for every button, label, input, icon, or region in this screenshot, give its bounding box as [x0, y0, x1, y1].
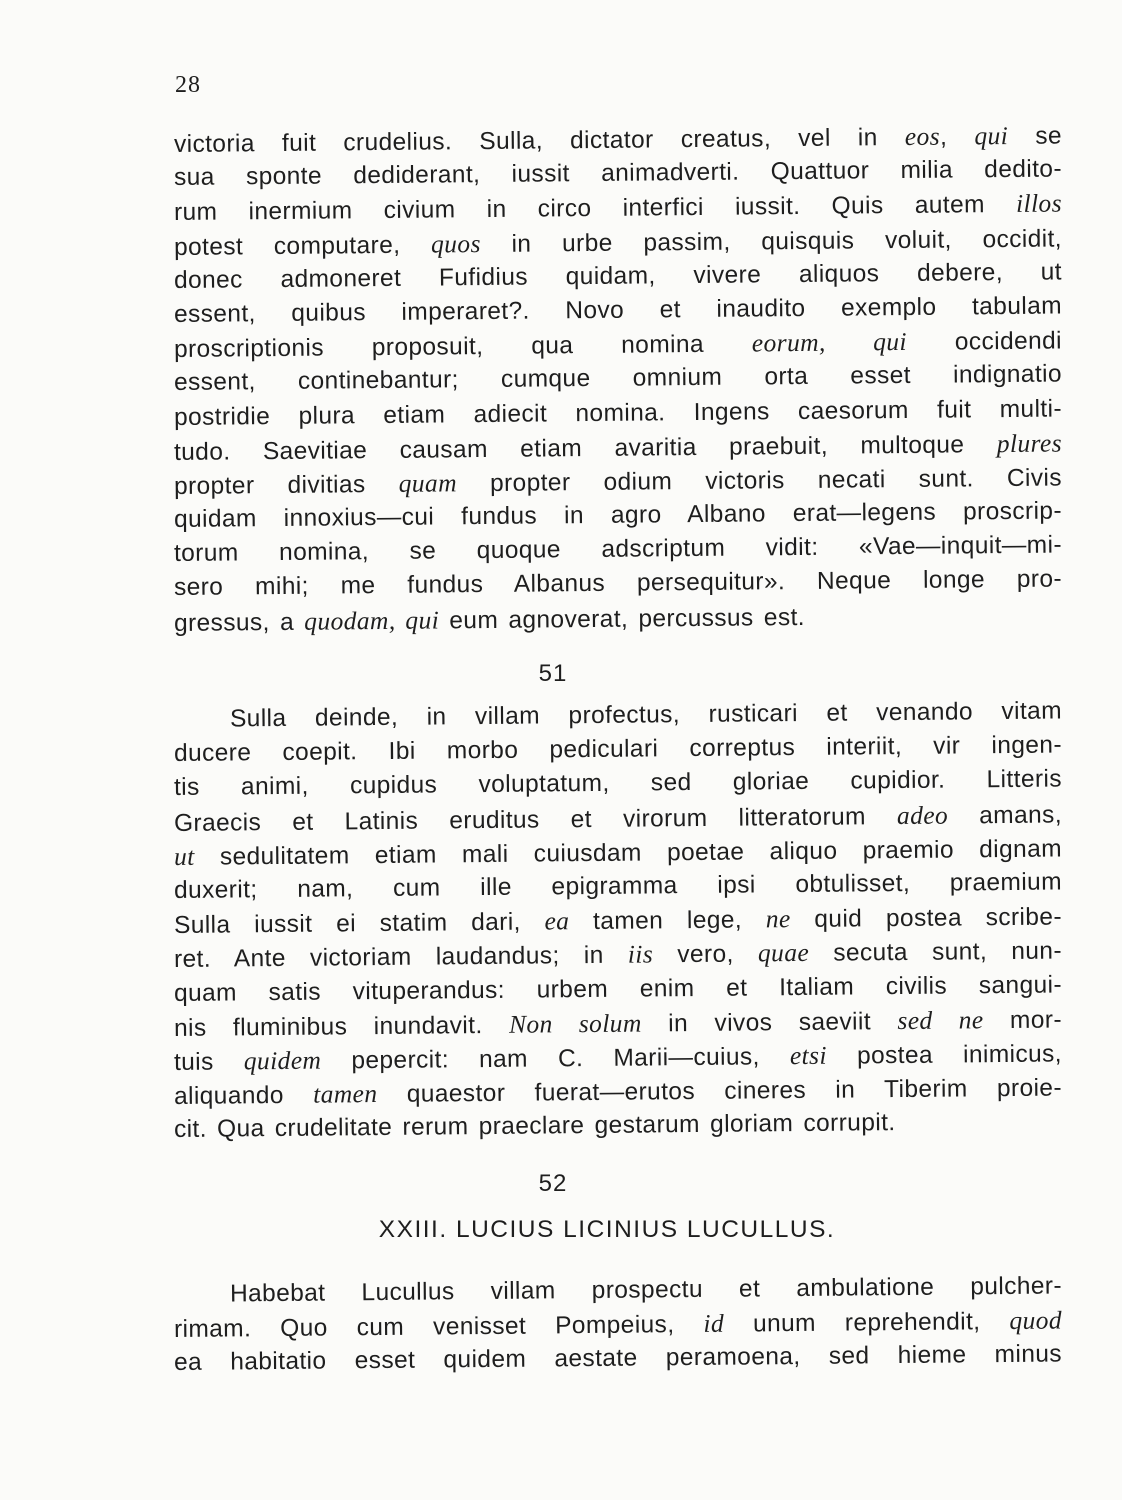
italic-word: ut	[173, 841, 195, 871]
paragraph-section-50	[173, 120, 1063, 640]
text-run: tuis	[173, 1048, 244, 1076]
text-run: essent, quibus imperaret?. Novo et inaudito exemplo tabulam	[173, 292, 1063, 328]
text-run: mor-	[983, 1006, 1063, 1034]
text-run: ducere coepit. Ibi morbo pediculari correptus interiit, vir ingen-	[173, 731, 1063, 768]
text-run: unum reprehendit,	[723, 1308, 1010, 1338]
text-run: postea inimicus,	[826, 1040, 1063, 1070]
paragraph-section-51	[173, 697, 1063, 1147]
italic-word: plures	[996, 428, 1063, 458]
text-run: eum agnoverat, percussus est.	[439, 603, 806, 635]
text-run: quidam innoxius—cui fundus in agro Albano erat—legens proscrip-	[173, 497, 1063, 534]
italic-word: eos	[904, 121, 941, 151]
text-run: Sulla deinde, in villam profectus, rusticari et venando vitam	[229, 697, 1063, 733]
text-run: ret. Ante victoriam laudandus; in	[173, 941, 628, 974]
text-run: sedulitatem etiam mali cuiusdam poetae aliquo praemio dignam	[194, 835, 1063, 871]
text-run: in vivos saeviit	[641, 1007, 898, 1038]
text-run: quid postea scribe-	[790, 903, 1063, 934]
text-run: tamen lege,	[569, 906, 766, 936]
text-run: potest computare,	[173, 231, 432, 261]
text-run: sero mihi; me fundus Albanus persequitur». Neque longe pro-	[173, 565, 1063, 602]
text-run: sua sponte dediderant, iussit animadverti. Quattuor milia dedito-	[173, 155, 1063, 192]
text-run: quam satis vituperandus: urbem enim et Italiam civilis sangui-	[173, 970, 1063, 1007]
text-run: proscriptionis proposuit, qua nomina	[173, 330, 752, 364]
text-run: occidendi	[906, 327, 1063, 357]
chapter-heading: XXIII. LUCIUS LICINIUS LUCULLUS.	[378, 1216, 836, 1243]
text-run: amans,	[948, 801, 1063, 830]
italic-word: quos	[430, 228, 481, 259]
italic-word: ea	[544, 906, 570, 936]
text-run: pepercit: nam C. Marii—cuius,	[321, 1042, 791, 1075]
italic-word: qui	[974, 120, 1009, 151]
text-run: in urbe passim, quisquis voluit, occidit,	[480, 225, 1063, 258]
text-run: propter odium victoris necati sunt. Civis	[456, 464, 1063, 498]
text-run: secuta sunt, nun-	[808, 937, 1063, 968]
text-run: postridie plura etiam adiecit nomina. Ingens caesorum fuit multi-	[173, 394, 1063, 431]
text-run: vero,	[653, 940, 759, 969]
italic-word: sed ne	[897, 1004, 984, 1035]
text-run: rimam. Quo cum venisset Pompeius,	[173, 1311, 704, 1344]
italic-word: illos	[1015, 188, 1063, 219]
italic-word: quidem	[243, 1045, 322, 1076]
text-run: ea habitatio esset quidem aestate peramoena, sed hieme minus	[173, 1340, 1063, 1377]
text-run: aliquando	[173, 1081, 314, 1111]
text-run: victoria fuit crudelius. Sulla, dictator creatus, vel in	[173, 123, 905, 158]
text-run: tudo. Saevitiae causam etiam avaritia praebuit, multoque	[173, 430, 997, 466]
text-run: ,	[939, 123, 975, 151]
text-run: torum nomina, se quoque adscriptum vidit: «Vae—inquit—mi-	[173, 531, 1063, 568]
paragraph-section-52	[173, 1272, 1063, 1381]
text-run: cit. Qua crudelitate rerum praeclare gestarum gloriam corrupit.	[173, 1109, 896, 1144]
italic-word: Non solum	[508, 1008, 642, 1039]
text-run: propter divitias	[173, 470, 399, 500]
italic-word: etsi	[789, 1040, 828, 1070]
italic-word: adeo	[896, 800, 949, 830]
text-run: quaestor fuerat—erutos cineres in Tiberim proie-	[377, 1074, 1063, 1109]
page-number: 28	[175, 72, 201, 98]
italic-word: tamen	[313, 1079, 378, 1109]
italic-word: quam	[398, 468, 458, 498]
text-run: gressus, a	[173, 608, 305, 637]
text-run: Graecis et Latinis eruditus et virorum litteratorum	[173, 802, 898, 837]
italic-word: quod	[1009, 1305, 1063, 1336]
text-run: tis animi, cupidus voluptatum, sed gloriae cupidior. Litteris	[173, 765, 1063, 802]
text-run: Habebat Lucullus villam prospectu et ambulatione pulcher-	[229, 1272, 1063, 1308]
text-run: duxerit; nam, cum ille epigramma ipsi obtulisset, praemium	[173, 868, 1063, 904]
text-run: nis fluminibus inundavit.	[173, 1011, 510, 1042]
text-line	[174, 1338, 1062, 1381]
section-number-51: 51	[538, 660, 568, 687]
italic-word: quae	[757, 938, 810, 968]
italic-word: eorum, qui	[751, 327, 908, 358]
text-run: essent, continebantur; cumque omnium orta esset indignatio	[173, 360, 1063, 397]
italic-word: id	[703, 1308, 725, 1339]
text-line	[174, 1105, 1062, 1148]
text-run: se	[1008, 122, 1063, 150]
section-number-52: 52	[538, 1170, 568, 1197]
italic-word: iis	[627, 939, 654, 969]
text-run: donec admoneret Fufidius quidam, vivere aliquos debere, ut	[173, 258, 1063, 294]
text-run: rum inermium civium in circo interfici iussit. Quis autem	[173, 191, 1017, 227]
italic-word: ne	[765, 904, 791, 934]
text-run: Sulla iussit ei statim dari,	[173, 908, 545, 940]
italic-word: quodam, qui	[304, 605, 440, 636]
